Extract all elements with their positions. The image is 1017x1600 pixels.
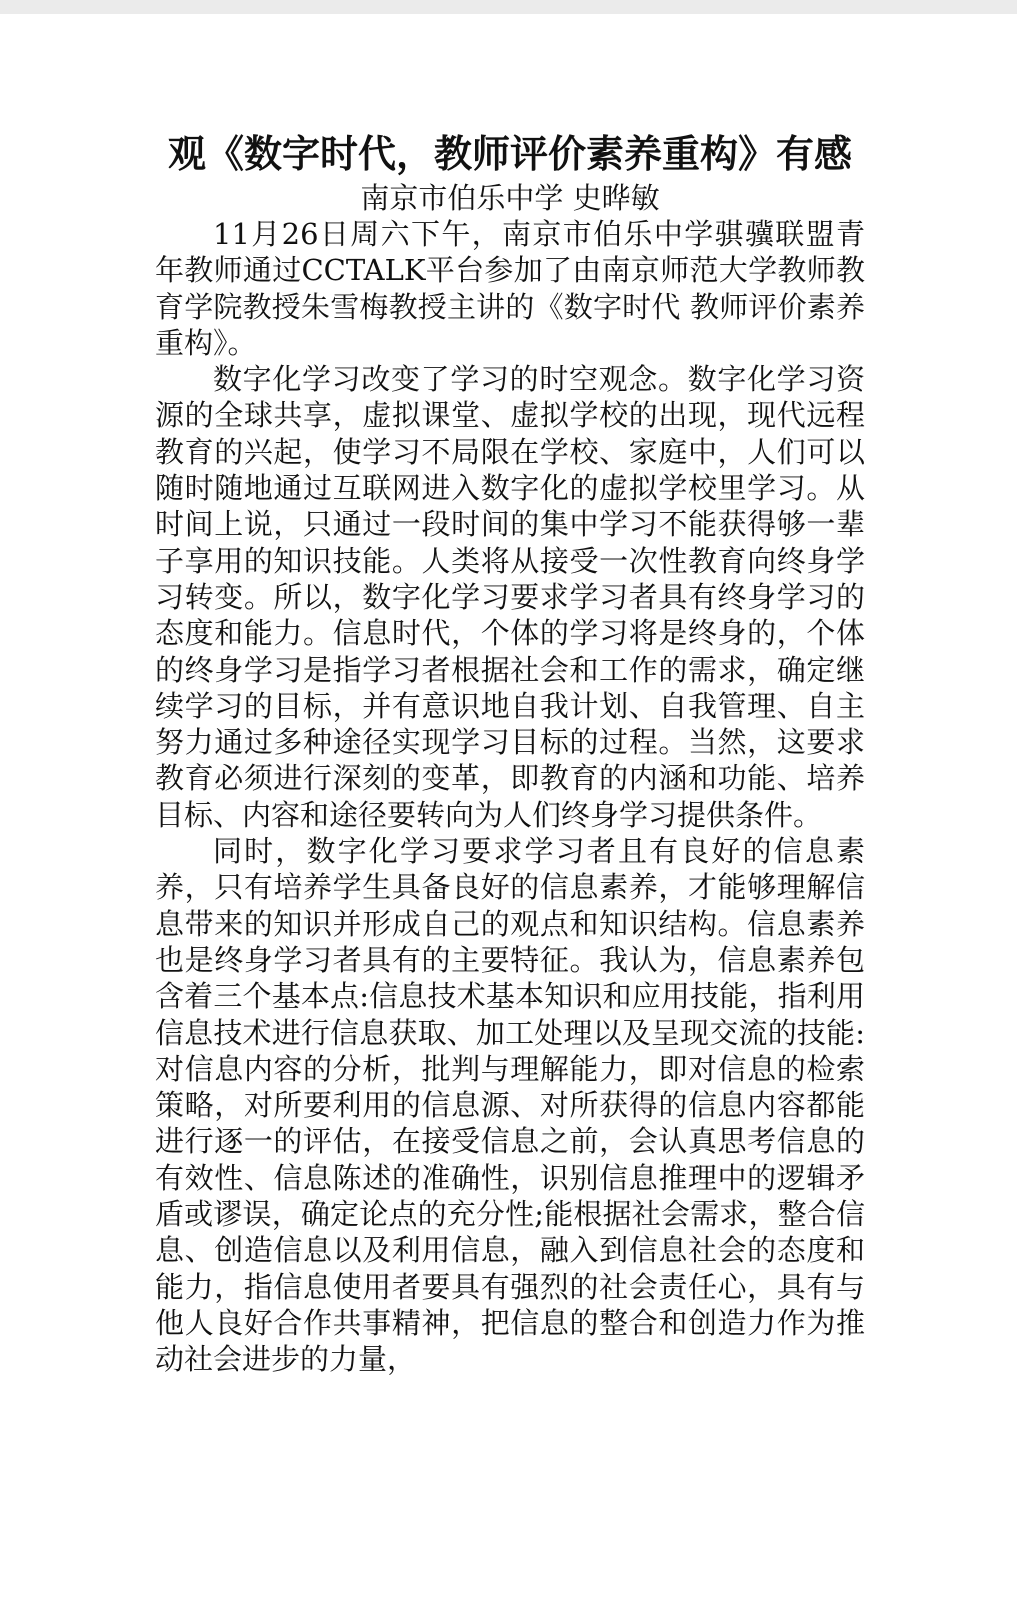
top-status-strip xyxy=(0,0,1017,14)
paragraph-1: 11月26日周六下午，南京市伯乐中学骐骥联盟青年教师通过CCTALK平台参加了由南京师范大学教师教育学院教授朱雪梅教授主讲的《数字时代 教师评价素养重构》。 xyxy=(155,217,865,360)
document-page xyxy=(155,128,865,1378)
article-author: 南京市伯乐中学 史晔敏 xyxy=(360,181,660,215)
paragraph-3: 同时，数字化学习要求学习者且有良好的信息素养，只有培养学生具备良好的信息素养，才能够理解信息带来的知识并形成自己的观点和知识结构。信息素养也是终身学习者具有的主要特征。我认为，信息素养包含着三个基本点:信息技术基本知识和应用技能，指利用信息技术进行信息获取、加工处理以及呈现交流的技能:对信息内容的分析，批判与理解能力，即对信息的检索策略，对所要利用的信息源、对所获得的信息内容都能进行逐一的评估，在接受信息之前，会认真思考信息的有效性、信息陈述的准确性，识别信息推理中的逻辑矛盾或谬误，确定论点的充分性;能根据社会需求，整合信息、创造信息以及利用信息，融入到信息社会的态度和能力，指信息使用者要具有强烈的社会责任心，具有与他人良好合作共事精神，把信息的整合和创造力作为推动社会进步的力量， xyxy=(155,834,865,1377)
paragraph-2: 数字化学习改变了学习的时空观念。数字化学习资源的全球共享，虚拟课堂、虚拟学校的出现，现代远程教育的兴起，使学习不局限在学校、家庭中，人们可以随时随地通过互联网进入数字化的虚拟学校里学习。从时间上说，只通过一段时间的集中学习不能获得够一辈子享用的知识技能。人类将从接受一次性教育向终身学习转变。所以，数字化学习要求学习者具有终身学习的态度和能力。信息时代，个体的学习将是终身的，个体的终身学习是指学习者根据社会和工作的需求，确定继续学习的目标，并有意识地自我计划、自我管理、自主努力通过多种途径实现学习目标的过程。当然，这要求教育必须进行深刻的变革，即教育的内涵和功能、培养目标、内容和途径要转向为人们终身学习提供条件。 xyxy=(155,362,865,832)
article-title: 观《数字时代，教师评价素养重构》有感 xyxy=(167,132,852,176)
